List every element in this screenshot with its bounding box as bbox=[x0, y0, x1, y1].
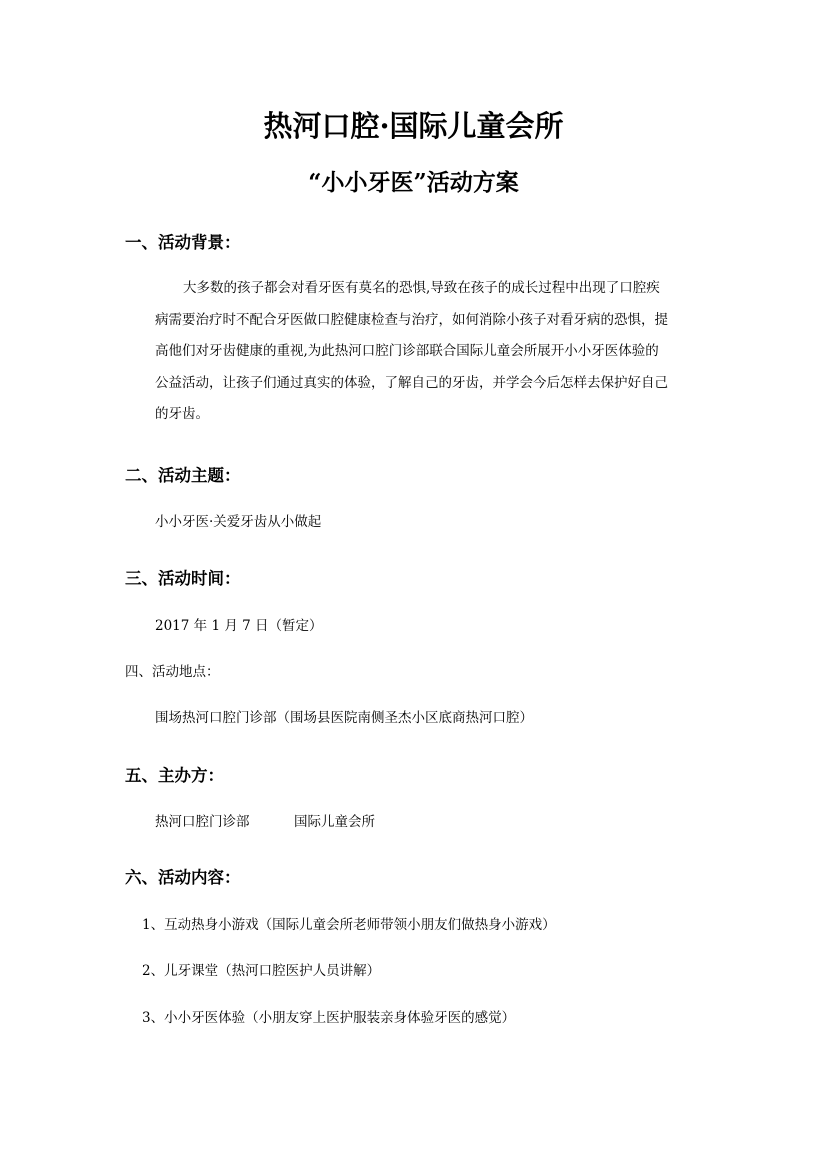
document-subtitle: “小小牙医”活动方案 bbox=[308, 169, 519, 196]
background-line: 大多数的孩子都会对看牙医有莫名的恐惧,导致在孩子的成长过程中出现了口腔疾 bbox=[183, 280, 660, 296]
location-text: 围场热河口腔门诊部（围场县医院南侧圣杰小区底商热河口腔） bbox=[155, 710, 533, 726]
background-line: 公益活动，让孩子们通过真实的体验，了解自己的牙齿，并学会今后怎样去保护好自己 bbox=[155, 374, 668, 391]
section-heading-location: 四、活动地点： bbox=[125, 664, 220, 680]
section-heading-organizers: 五、主办方： bbox=[125, 766, 224, 785]
section-heading-content: 六、活动内容： bbox=[125, 868, 241, 887]
background-line: 病需要治疗时不配合牙医做口腔健康检查与治疗，如何消除小孩子对看牙病的恐惧，提 bbox=[155, 311, 668, 328]
content-item: 3、小小牙医体验（小朋友穿上医护服装亲身体验牙医的感觉） bbox=[142, 1010, 516, 1026]
section-heading-time: 三、活动时间： bbox=[125, 569, 241, 588]
organizer-2: 国际儿童会所 bbox=[294, 814, 375, 830]
background-paragraph bbox=[155, 273, 703, 431]
time-text: 2017 年 1 月 7 日（暂定） bbox=[155, 618, 323, 634]
theme-text: 小小牙医·关爱牙齿从小做起 bbox=[155, 514, 322, 530]
document-title: 热河口腔·国际儿童会所 bbox=[263, 109, 564, 143]
section-heading-background: 一、活动背景： bbox=[125, 233, 241, 252]
background-line: 高他们对牙齿健康的重视,为此热河口腔门诊部联合国际儿童会所展开小小牙医体验的 bbox=[155, 343, 659, 359]
organizer-1: 热河口腔门诊部 bbox=[155, 814, 250, 830]
background-line: 的牙齿。 bbox=[155, 406, 209, 422]
content-item: 1、互动热身小游戏（国际儿童会所老师带领小朋友们做热身小游戏） bbox=[142, 917, 556, 933]
section-heading-theme: 二、活动主题： bbox=[125, 466, 241, 485]
content-item: 2、儿牙课堂（热河口腔医护人员讲解） bbox=[142, 963, 381, 979]
